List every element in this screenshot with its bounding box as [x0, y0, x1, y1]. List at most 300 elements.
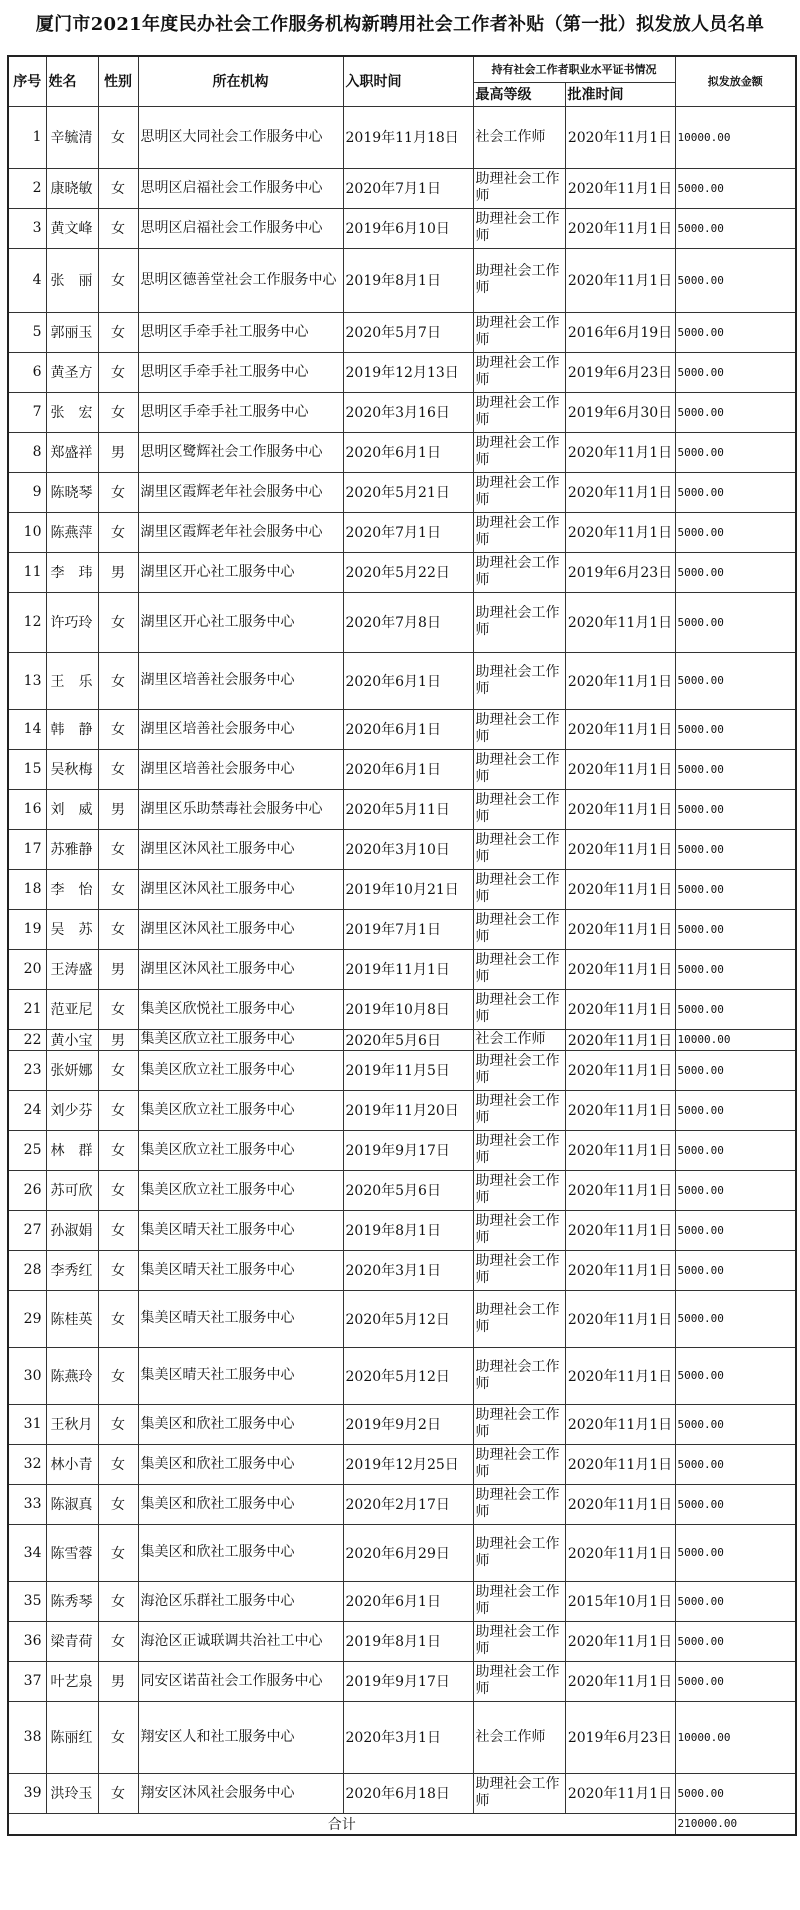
row-gender: 女 — [98, 869, 138, 909]
row-name: 韩 静 — [46, 709, 98, 749]
row-index: 36 — [8, 1621, 46, 1661]
row-amount: 5000.00 — [675, 869, 796, 909]
row-amount: 5000.00 — [675, 709, 796, 749]
row-gender: 女 — [98, 1773, 138, 1813]
row-gender: 男 — [98, 1661, 138, 1701]
row-org: 集美区晴天社工服务中心 — [138, 1347, 343, 1404]
row-amount: 5000.00 — [675, 432, 796, 472]
row-gender: 男 — [98, 949, 138, 989]
row-gender: 女 — [98, 352, 138, 392]
row-name: 康晓敏 — [46, 168, 98, 208]
row-name: 许巧玲 — [46, 592, 98, 652]
row-index: 12 — [8, 592, 46, 652]
row-org: 集美区欣悦社工服务中心 — [138, 989, 343, 1029]
row-name: 陈淑真 — [46, 1484, 98, 1524]
row-index: 11 — [8, 552, 46, 592]
row-level: 助理社会工作师 — [473, 1581, 565, 1621]
row-approve-date: 2020年11月1日 — [565, 789, 675, 829]
row-level: 助理社会工作师 — [473, 432, 565, 472]
row-level: 助理社会工作师 — [473, 392, 565, 432]
row-approve-date: 2019年6月23日 — [565, 552, 675, 592]
row-approve-date: 2020年11月1日 — [565, 749, 675, 789]
header-org: 所在机构 — [138, 56, 343, 106]
row-approve-date: 2020年11月1日 — [565, 1404, 675, 1444]
table-row — [8, 749, 796, 789]
row-name: 刘 威 — [46, 789, 98, 829]
row-name: 苏可欣 — [46, 1170, 98, 1210]
row-name: 范亚尼 — [46, 989, 98, 1029]
row-hire-date: 2019年6月10日 — [343, 208, 473, 248]
row-hire-date: 2020年6月1日 — [343, 432, 473, 472]
row-gender: 女 — [98, 652, 138, 709]
row-name: 陈秀琴 — [46, 1581, 98, 1621]
row-name: 陈晓琴 — [46, 472, 98, 512]
table-row — [8, 472, 796, 512]
row-hire-date: 2020年6月1日 — [343, 652, 473, 709]
row-hire-date: 2019年11月5日 — [343, 1050, 473, 1090]
table-row — [8, 512, 796, 552]
row-index: 25 — [8, 1130, 46, 1170]
row-hire-date: 2020年3月1日 — [343, 1250, 473, 1290]
row-org: 思明区手牵手社工服务中心 — [138, 312, 343, 352]
row-approve-date: 2020年11月1日 — [565, 1621, 675, 1661]
row-hire-date: 2020年5月11日 — [343, 789, 473, 829]
row-index: 16 — [8, 789, 46, 829]
row-level: 助理社会工作师 — [473, 1444, 565, 1484]
row-org: 集美区和欣社工服务中心 — [138, 1404, 343, 1444]
row-org: 集美区和欣社工服务中心 — [138, 1524, 343, 1581]
table-row — [8, 552, 796, 592]
row-approve-date: 2020年11月1日 — [565, 168, 675, 208]
header-amount: 拟发放金额 — [675, 56, 796, 106]
row-gender: 女 — [98, 989, 138, 1029]
row-index: 37 — [8, 1661, 46, 1701]
row-hire-date: 2020年3月16日 — [343, 392, 473, 432]
row-level: 助理社会工作师 — [473, 168, 565, 208]
row-level: 助理社会工作师 — [473, 512, 565, 552]
row-amount: 5000.00 — [675, 1347, 796, 1404]
row-amount: 10000.00 — [675, 106, 796, 168]
row-approve-date: 2020年11月1日 — [565, 949, 675, 989]
row-approve-date: 2020年11月1日 — [565, 1484, 675, 1524]
row-hire-date: 2019年7月1日 — [343, 909, 473, 949]
row-gender: 女 — [98, 1484, 138, 1524]
row-index: 24 — [8, 1090, 46, 1130]
row-name: 王涛盛 — [46, 949, 98, 989]
row-index: 6 — [8, 352, 46, 392]
row-index: 27 — [8, 1210, 46, 1250]
row-org: 思明区大同社会工作服务中心 — [138, 106, 343, 168]
row-approve-date: 2020年11月1日 — [565, 1090, 675, 1130]
row-amount: 5000.00 — [675, 1250, 796, 1290]
table-row — [8, 1701, 796, 1773]
row-org: 集美区欣立社工服务中心 — [138, 1050, 343, 1090]
total-label: 合计 — [8, 1813, 675, 1835]
row-gender: 女 — [98, 1130, 138, 1170]
table-row — [8, 1090, 796, 1130]
row-amount: 5000.00 — [675, 909, 796, 949]
table-row — [8, 1484, 796, 1524]
row-amount: 5000.00 — [675, 1130, 796, 1170]
row-level: 助理社会工作师 — [473, 1621, 565, 1661]
row-level: 助理社会工作师 — [473, 1210, 565, 1250]
row-level: 助理社会工作师 — [473, 909, 565, 949]
row-approve-date: 2020年11月1日 — [565, 709, 675, 749]
header-name: 姓名 — [46, 56, 98, 106]
table-row — [8, 1029, 796, 1050]
row-amount: 5000.00 — [675, 552, 796, 592]
row-level: 助理社会工作师 — [473, 1130, 565, 1170]
row-org: 海沧区乐群社工服务中心 — [138, 1581, 343, 1621]
table-row — [8, 989, 796, 1029]
row-level: 助理社会工作师 — [473, 592, 565, 652]
row-amount: 5000.00 — [675, 1524, 796, 1581]
row-name: 张 宏 — [46, 392, 98, 432]
row-approve-date: 2020年11月1日 — [565, 1170, 675, 1210]
row-name: 王 乐 — [46, 652, 98, 709]
row-org: 集美区欣立社工服务中心 — [138, 1029, 343, 1050]
document-title: 厦门市2021年度民办社会工作服务机构新聘用社会工作者补贴（第一批）拟发放人员名单 — [35, 14, 765, 35]
row-hire-date: 2020年6月18日 — [343, 1773, 473, 1813]
row-level: 助理社会工作师 — [473, 709, 565, 749]
table-row — [8, 1130, 796, 1170]
row-name: 洪玲玉 — [46, 1773, 98, 1813]
row-name: 陈雪蓉 — [46, 1524, 98, 1581]
row-org: 思明区手牵手社工服务中心 — [138, 352, 343, 392]
row-approve-date: 2020年11月1日 — [565, 106, 675, 168]
row-approve-date: 2020年11月1日 — [565, 1661, 675, 1701]
row-index: 21 — [8, 989, 46, 1029]
row-amount: 5000.00 — [675, 352, 796, 392]
row-hire-date: 2019年8月1日 — [343, 1210, 473, 1250]
row-index: 15 — [8, 749, 46, 789]
row-amount: 5000.00 — [675, 472, 796, 512]
header-gender: 性别 — [98, 56, 138, 106]
row-name: 林小青 — [46, 1444, 98, 1484]
row-index: 14 — [8, 709, 46, 749]
row-level: 助理社会工作师 — [473, 652, 565, 709]
row-org: 湖里区沐风社工服务中心 — [138, 909, 343, 949]
row-name: 陈桂英 — [46, 1290, 98, 1347]
row-index: 18 — [8, 869, 46, 909]
row-org: 湖里区霞辉老年社会服务中心 — [138, 512, 343, 552]
row-approve-date: 2020年11月1日 — [565, 1210, 675, 1250]
row-org: 海沧区正诚联调共治社工中心 — [138, 1621, 343, 1661]
row-name: 辛毓清 — [46, 106, 98, 168]
row-org: 湖里区开心社工服务中心 — [138, 592, 343, 652]
row-level: 助理社会工作师 — [473, 552, 565, 592]
row-gender: 女 — [98, 749, 138, 789]
table-row — [8, 1404, 796, 1444]
row-name: 叶艺泉 — [46, 1661, 98, 1701]
row-amount: 5000.00 — [675, 1290, 796, 1347]
row-gender: 女 — [98, 1404, 138, 1444]
row-gender: 女 — [98, 1701, 138, 1773]
row-index: 7 — [8, 392, 46, 432]
row-approve-date: 2020年11月1日 — [565, 592, 675, 652]
row-org: 湖里区培善社会服务中心 — [138, 709, 343, 749]
row-gender: 男 — [98, 1029, 138, 1050]
row-approve-date: 2020年11月1日 — [565, 1773, 675, 1813]
row-gender: 女 — [98, 168, 138, 208]
table-row — [8, 789, 796, 829]
row-amount: 5000.00 — [675, 208, 796, 248]
row-amount: 5000.00 — [675, 749, 796, 789]
row-org: 湖里区培善社会服务中心 — [138, 749, 343, 789]
row-hire-date: 2020年3月10日 — [343, 829, 473, 869]
row-hire-date: 2019年8月1日 — [343, 1621, 473, 1661]
row-amount: 10000.00 — [675, 1701, 796, 1773]
row-name: 黄圣方 — [46, 352, 98, 392]
row-gender: 女 — [98, 1621, 138, 1661]
row-level: 助理社会工作师 — [473, 1090, 565, 1130]
row-org: 湖里区开心社工服务中心 — [138, 552, 343, 592]
row-name: 吴 苏 — [46, 909, 98, 949]
row-amount: 5000.00 — [675, 248, 796, 312]
row-gender: 女 — [98, 392, 138, 432]
header-hire-date: 入职时间 — [343, 56, 473, 106]
row-approve-date: 2020年11月1日 — [565, 1524, 675, 1581]
total-amount: 210000.00 — [675, 1813, 796, 1835]
row-hire-date: 2020年5月7日 — [343, 312, 473, 352]
row-name: 李 玮 — [46, 552, 98, 592]
row-org: 湖里区培善社会服务中心 — [138, 652, 343, 709]
row-index: 5 — [8, 312, 46, 352]
row-org: 湖里区乐助禁毒社会服务中心 — [138, 789, 343, 829]
row-org: 翔安区人和社工服务中心 — [138, 1701, 343, 1773]
row-hire-date: 2019年8月1日 — [343, 248, 473, 312]
row-hire-date: 2019年11月20日 — [343, 1090, 473, 1130]
row-name: 王秋月 — [46, 1404, 98, 1444]
row-name: 陈燕萍 — [46, 512, 98, 552]
table-row — [8, 1773, 796, 1813]
table-row — [8, 1581, 796, 1621]
row-hire-date: 2020年3月1日 — [343, 1701, 473, 1773]
row-gender: 女 — [98, 472, 138, 512]
row-hire-date: 2020年5月21日 — [343, 472, 473, 512]
row-level: 助理社会工作师 — [473, 1773, 565, 1813]
row-level: 助理社会工作师 — [473, 312, 565, 352]
row-org: 集美区欣立社工服务中心 — [138, 1130, 343, 1170]
table-row — [8, 312, 796, 352]
table-row — [8, 1210, 796, 1250]
row-approve-date: 2020年11月1日 — [565, 248, 675, 312]
row-level: 助理社会工作师 — [473, 869, 565, 909]
table-row — [8, 352, 796, 392]
row-hire-date: 2020年6月1日 — [343, 749, 473, 789]
row-org: 集美区晴天社工服务中心 — [138, 1210, 343, 1250]
row-level: 助理社会工作师 — [473, 1050, 565, 1090]
row-org: 集美区和欣社工服务中心 — [138, 1484, 343, 1524]
row-hire-date: 2020年5月22日 — [343, 552, 473, 592]
row-approve-date: 2020年11月1日 — [565, 432, 675, 472]
row-gender: 女 — [98, 1347, 138, 1404]
row-hire-date: 2020年6月29日 — [343, 1524, 473, 1581]
row-org: 集美区晴天社工服务中心 — [138, 1250, 343, 1290]
row-name: 李秀红 — [46, 1250, 98, 1290]
row-amount: 5000.00 — [675, 1050, 796, 1090]
table-row — [8, 248, 796, 312]
row-amount: 5000.00 — [675, 949, 796, 989]
row-gender: 女 — [98, 1210, 138, 1250]
row-approve-date: 2019年6月23日 — [565, 1701, 675, 1773]
table-row — [8, 829, 796, 869]
row-hire-date: 2019年9月17日 — [343, 1130, 473, 1170]
row-index: 3 — [8, 208, 46, 248]
row-gender: 女 — [98, 1250, 138, 1290]
row-gender: 女 — [98, 208, 138, 248]
row-index: 29 — [8, 1290, 46, 1347]
row-org: 集美区晴天社工服务中心 — [138, 1290, 343, 1347]
row-level: 助理社会工作师 — [473, 1250, 565, 1290]
row-gender: 女 — [98, 106, 138, 168]
row-level: 助理社会工作师 — [473, 749, 565, 789]
row-approve-date: 2020年11月1日 — [565, 512, 675, 552]
row-approve-date: 2020年11月1日 — [565, 829, 675, 869]
row-amount: 5000.00 — [675, 592, 796, 652]
table-row — [8, 1250, 796, 1290]
row-gender: 男 — [98, 432, 138, 472]
row-amount: 5000.00 — [675, 989, 796, 1029]
header-approve-date: 批准时间 — [565, 82, 675, 106]
row-approve-date: 2020年11月1日 — [565, 1250, 675, 1290]
row-hire-date: 2020年2月17日 — [343, 1484, 473, 1524]
row-level: 助理社会工作师 — [473, 829, 565, 869]
row-approve-date: 2020年11月1日 — [565, 1029, 675, 1050]
row-level: 助理社会工作师 — [473, 472, 565, 512]
row-amount: 5000.00 — [675, 312, 796, 352]
row-hire-date: 2019年12月25日 — [343, 1444, 473, 1484]
table-row — [8, 1170, 796, 1210]
row-org: 集美区和欣社工服务中心 — [138, 1444, 343, 1484]
row-org: 集美区欣立社工服务中心 — [138, 1170, 343, 1210]
row-org: 思明区手牵手社工服务中心 — [138, 392, 343, 432]
row-index: 30 — [8, 1347, 46, 1404]
row-org: 思明区鹭辉社会工作服务中心 — [138, 432, 343, 472]
table-row — [8, 1347, 796, 1404]
row-gender: 女 — [98, 312, 138, 352]
row-index: 9 — [8, 472, 46, 512]
table-row — [8, 1621, 796, 1661]
row-index: 4 — [8, 248, 46, 312]
row-hire-date: 2019年10月8日 — [343, 989, 473, 1029]
row-gender: 女 — [98, 1050, 138, 1090]
row-gender: 女 — [98, 592, 138, 652]
row-level: 助理社会工作师 — [473, 989, 565, 1029]
row-org: 思明区启福社会工作服务中心 — [138, 208, 343, 248]
row-amount: 5000.00 — [675, 652, 796, 709]
row-index: 35 — [8, 1581, 46, 1621]
row-amount: 5000.00 — [675, 1773, 796, 1813]
table-row — [8, 709, 796, 749]
row-level: 助理社会工作师 — [473, 1170, 565, 1210]
row-gender: 女 — [98, 1581, 138, 1621]
row-org: 湖里区沐风社工服务中心 — [138, 869, 343, 909]
row-approve-date: 2020年11月1日 — [565, 472, 675, 512]
row-amount: 5000.00 — [675, 1661, 796, 1701]
table-row — [8, 1050, 796, 1090]
row-name: 张 丽 — [46, 248, 98, 312]
table-row — [8, 432, 796, 472]
row-amount: 5000.00 — [675, 168, 796, 208]
row-gender: 女 — [98, 1524, 138, 1581]
table-row — [8, 1444, 796, 1484]
row-approve-date: 2019年6月30日 — [565, 392, 675, 432]
row-approve-date: 2020年11月1日 — [565, 652, 675, 709]
row-org: 思明区启福社会工作服务中心 — [138, 168, 343, 208]
row-name: 黄小宝 — [46, 1029, 98, 1050]
row-gender: 女 — [98, 1290, 138, 1347]
row-hire-date: 2020年5月12日 — [343, 1290, 473, 1347]
row-name: 张妍娜 — [46, 1050, 98, 1090]
row-org: 湖里区沐风社工服务中心 — [138, 949, 343, 989]
row-level: 助理社会工作师 — [473, 1524, 565, 1581]
row-level: 助理社会工作师 — [473, 789, 565, 829]
table-row — [8, 869, 796, 909]
row-hire-date: 2020年7月1日 — [343, 168, 473, 208]
row-amount: 5000.00 — [675, 1210, 796, 1250]
row-index: 33 — [8, 1484, 46, 1524]
row-hire-date: 2020年6月1日 — [343, 709, 473, 749]
row-hire-date: 2019年12月13日 — [343, 352, 473, 392]
table-row — [8, 1290, 796, 1347]
row-approve-date: 2020年11月1日 — [565, 1444, 675, 1484]
row-level: 社会工作师 — [473, 106, 565, 168]
row-approve-date: 2020年11月1日 — [565, 909, 675, 949]
row-approve-date: 2020年11月1日 — [565, 1290, 675, 1347]
row-amount: 5000.00 — [675, 1444, 796, 1484]
row-level: 社会工作师 — [473, 1029, 565, 1050]
row-name: 梁青荷 — [46, 1621, 98, 1661]
row-name: 孙淑娟 — [46, 1210, 98, 1250]
row-hire-date: 2020年5月6日 — [343, 1029, 473, 1050]
row-level: 助理社会工作师 — [473, 208, 565, 248]
row-index: 1 — [8, 106, 46, 168]
row-index: 22 — [8, 1029, 46, 1050]
row-name: 吴秋梅 — [46, 749, 98, 789]
header-cert-group: 持有社会工作者职业水平证书情况 — [473, 56, 675, 82]
row-name: 郭丽玉 — [46, 312, 98, 352]
row-amount: 5000.00 — [675, 829, 796, 869]
row-level: 助理社会工作师 — [473, 248, 565, 312]
row-index: 20 — [8, 949, 46, 989]
row-level: 助理社会工作师 — [473, 949, 565, 989]
row-amount: 5000.00 — [675, 1484, 796, 1524]
row-level: 助理社会工作师 — [473, 1404, 565, 1444]
row-index: 38 — [8, 1701, 46, 1773]
row-org: 思明区德善堂社会工作服务中心 — [138, 248, 343, 312]
row-index: 17 — [8, 829, 46, 869]
row-index: 34 — [8, 1524, 46, 1581]
table-body — [8, 106, 796, 1813]
row-name: 陈燕玲 — [46, 1347, 98, 1404]
row-amount: 5000.00 — [675, 1581, 796, 1621]
table-row — [8, 1524, 796, 1581]
row-level: 助理社会工作师 — [473, 1661, 565, 1701]
table-row — [8, 1661, 796, 1701]
row-amount: 10000.00 — [675, 1029, 796, 1050]
table-row — [8, 208, 796, 248]
row-gender: 女 — [98, 1090, 138, 1130]
table-row — [8, 106, 796, 168]
table-row — [8, 909, 796, 949]
row-org: 集美区欣立社工服务中心 — [138, 1090, 343, 1130]
row-index: 2 — [8, 168, 46, 208]
row-hire-date: 2019年9月17日 — [343, 1661, 473, 1701]
row-approve-date: 2020年11月1日 — [565, 1050, 675, 1090]
row-amount: 5000.00 — [675, 1621, 796, 1661]
table-row — [8, 168, 796, 208]
